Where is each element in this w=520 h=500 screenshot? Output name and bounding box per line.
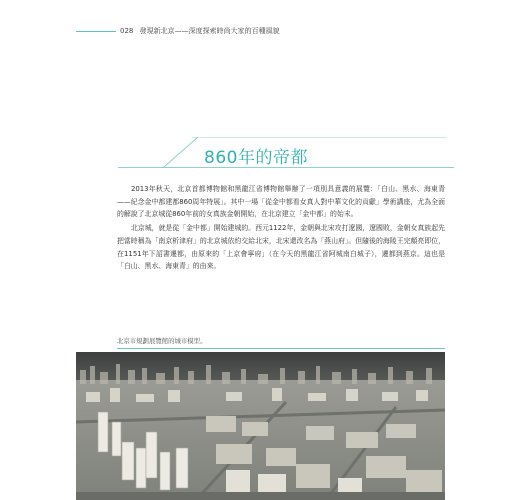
caption-rule	[117, 348, 445, 349]
paragraph: 北京城，就是從「金中都」開始建城的。西元1122年，金朝與北宋攻打遼國，遼國敗，金朝女真族起先把當時稱為「南京析津府」的北京城依約交給北宋，北宋還改名為「燕山府」。但隨後的海陵王完顏亮即位，在1151年下詔書遷都，由原來的「上京會寧府」（在今天的黑龍江省阿城南白城子），遷都到燕京。這也是「白山、黑水、海東青」的由來。	[117, 224, 445, 271]
title-underline	[118, 167, 454, 168]
running-header	[120, 26, 280, 36]
section-title: 860年的帝都	[204, 148, 308, 168]
title-corner-decoration	[158, 137, 198, 167]
photo-caption: 北京市規劃展覽館的城市模型。	[117, 337, 207, 345]
header-rule	[76, 31, 116, 32]
city-model-image	[76, 352, 445, 500]
article-body	[117, 183, 445, 274]
city-model-photo	[76, 352, 445, 500]
page-number: 028	[120, 27, 134, 35]
running-title: 發現新北京——深度探索時尚大家的百種風貌	[139, 27, 280, 35]
paragraph: 2013年秋天，北京首都博物館和黑龍江省博物館舉辦了一項別具意義的展覽：「白山、黑水、海東青——紀念金中都建都860周年特展」。其中一場「從金中都看女真人對中華文化的貢獻」學術講座，尤為全面的解說了北京城從860年前的女真族金朝開始，在北京建立「金中都」的始末。	[117, 185, 445, 219]
